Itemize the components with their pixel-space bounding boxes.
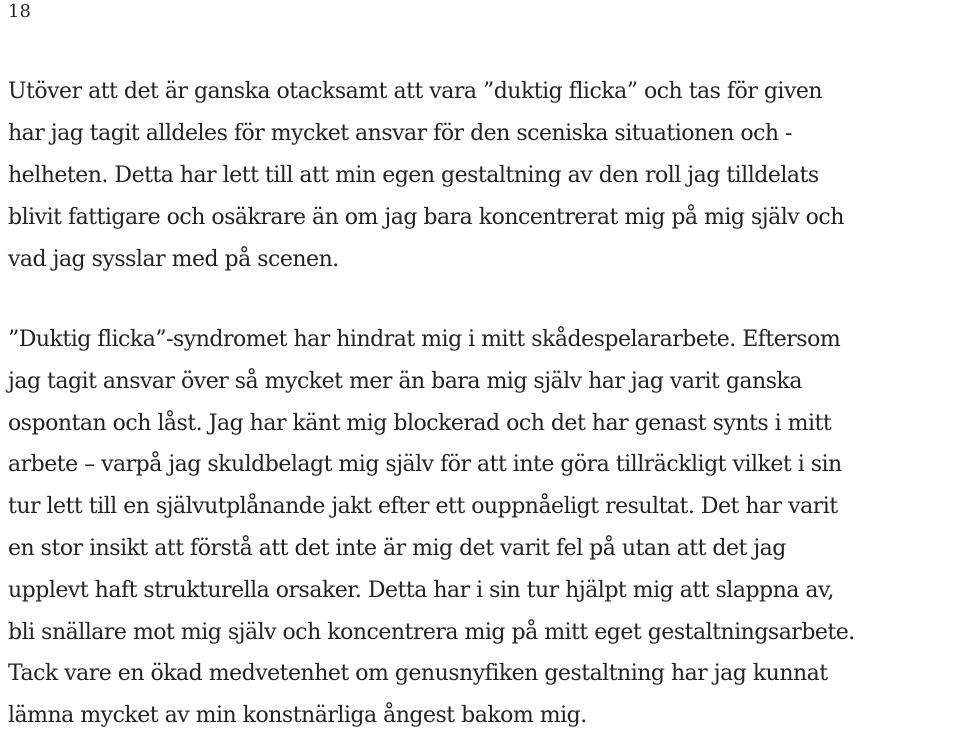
paragraph-line: blivit fattigare och osäkrare än om jag bara koncentrerat mig på mig själv och xyxy=(8,205,844,230)
paragraph-line: en stor insikt att förstå att det inte är mig det varit fel på utan att det jag xyxy=(8,535,786,561)
paragraph-line: vad jag sysslar med på scenen. xyxy=(8,247,339,272)
paragraph-line: har jag tagit alldeles för mycket ansvar för den sceniska situationen och - xyxy=(8,121,792,146)
page-number: 18 xyxy=(8,1,31,22)
paragraph-line: jag tagit ansvar över så mycket mer än bara mig själv har jag varit ganska xyxy=(8,368,802,394)
paragraph-line: tur lett till en självutplånande jakt efter ett ouppnåeligt resultat. Det har varit xyxy=(8,494,838,520)
paragraph-line: arbete – varpå jag skuldbelagt mig själv för att inte göra tillräckligt vilket i sin xyxy=(8,452,842,478)
paragraph-line: ospontan och låst. Jag har känt mig blockerad och det har genast synts i mitt xyxy=(8,410,832,436)
paragraph-line: helheten. Detta har lett till att min egen gestaltning av den roll jag tilldelats xyxy=(8,163,819,188)
paragraph-line: upplevt haft strukturella orsaker. Detta har i sin tur hjälpt mig att slappna av, xyxy=(8,577,834,603)
paragraph-line: bli snällare mot mig själv och koncentrera mig på mitt eget gestaltningsarbete. xyxy=(8,619,855,645)
paragraph-1 xyxy=(8,71,956,281)
paragraph-line: Utöver att det är ganska otacksamt att vara ”duktig flicka” och tas för given xyxy=(8,79,823,104)
paragraph-line: lämna mycket av min konstnärliga ångest bakom mig. xyxy=(8,703,587,729)
paragraph-2 xyxy=(8,319,956,737)
paragraph-line: Tack vare en ökad medvetenhet om genusnyfiken gestaltning har jag kunnat xyxy=(8,661,828,687)
paragraph-line: ”Duktig flicka”-syndromet har hindrat mig i mitt skådespelararbete. Eftersom xyxy=(8,327,841,352)
